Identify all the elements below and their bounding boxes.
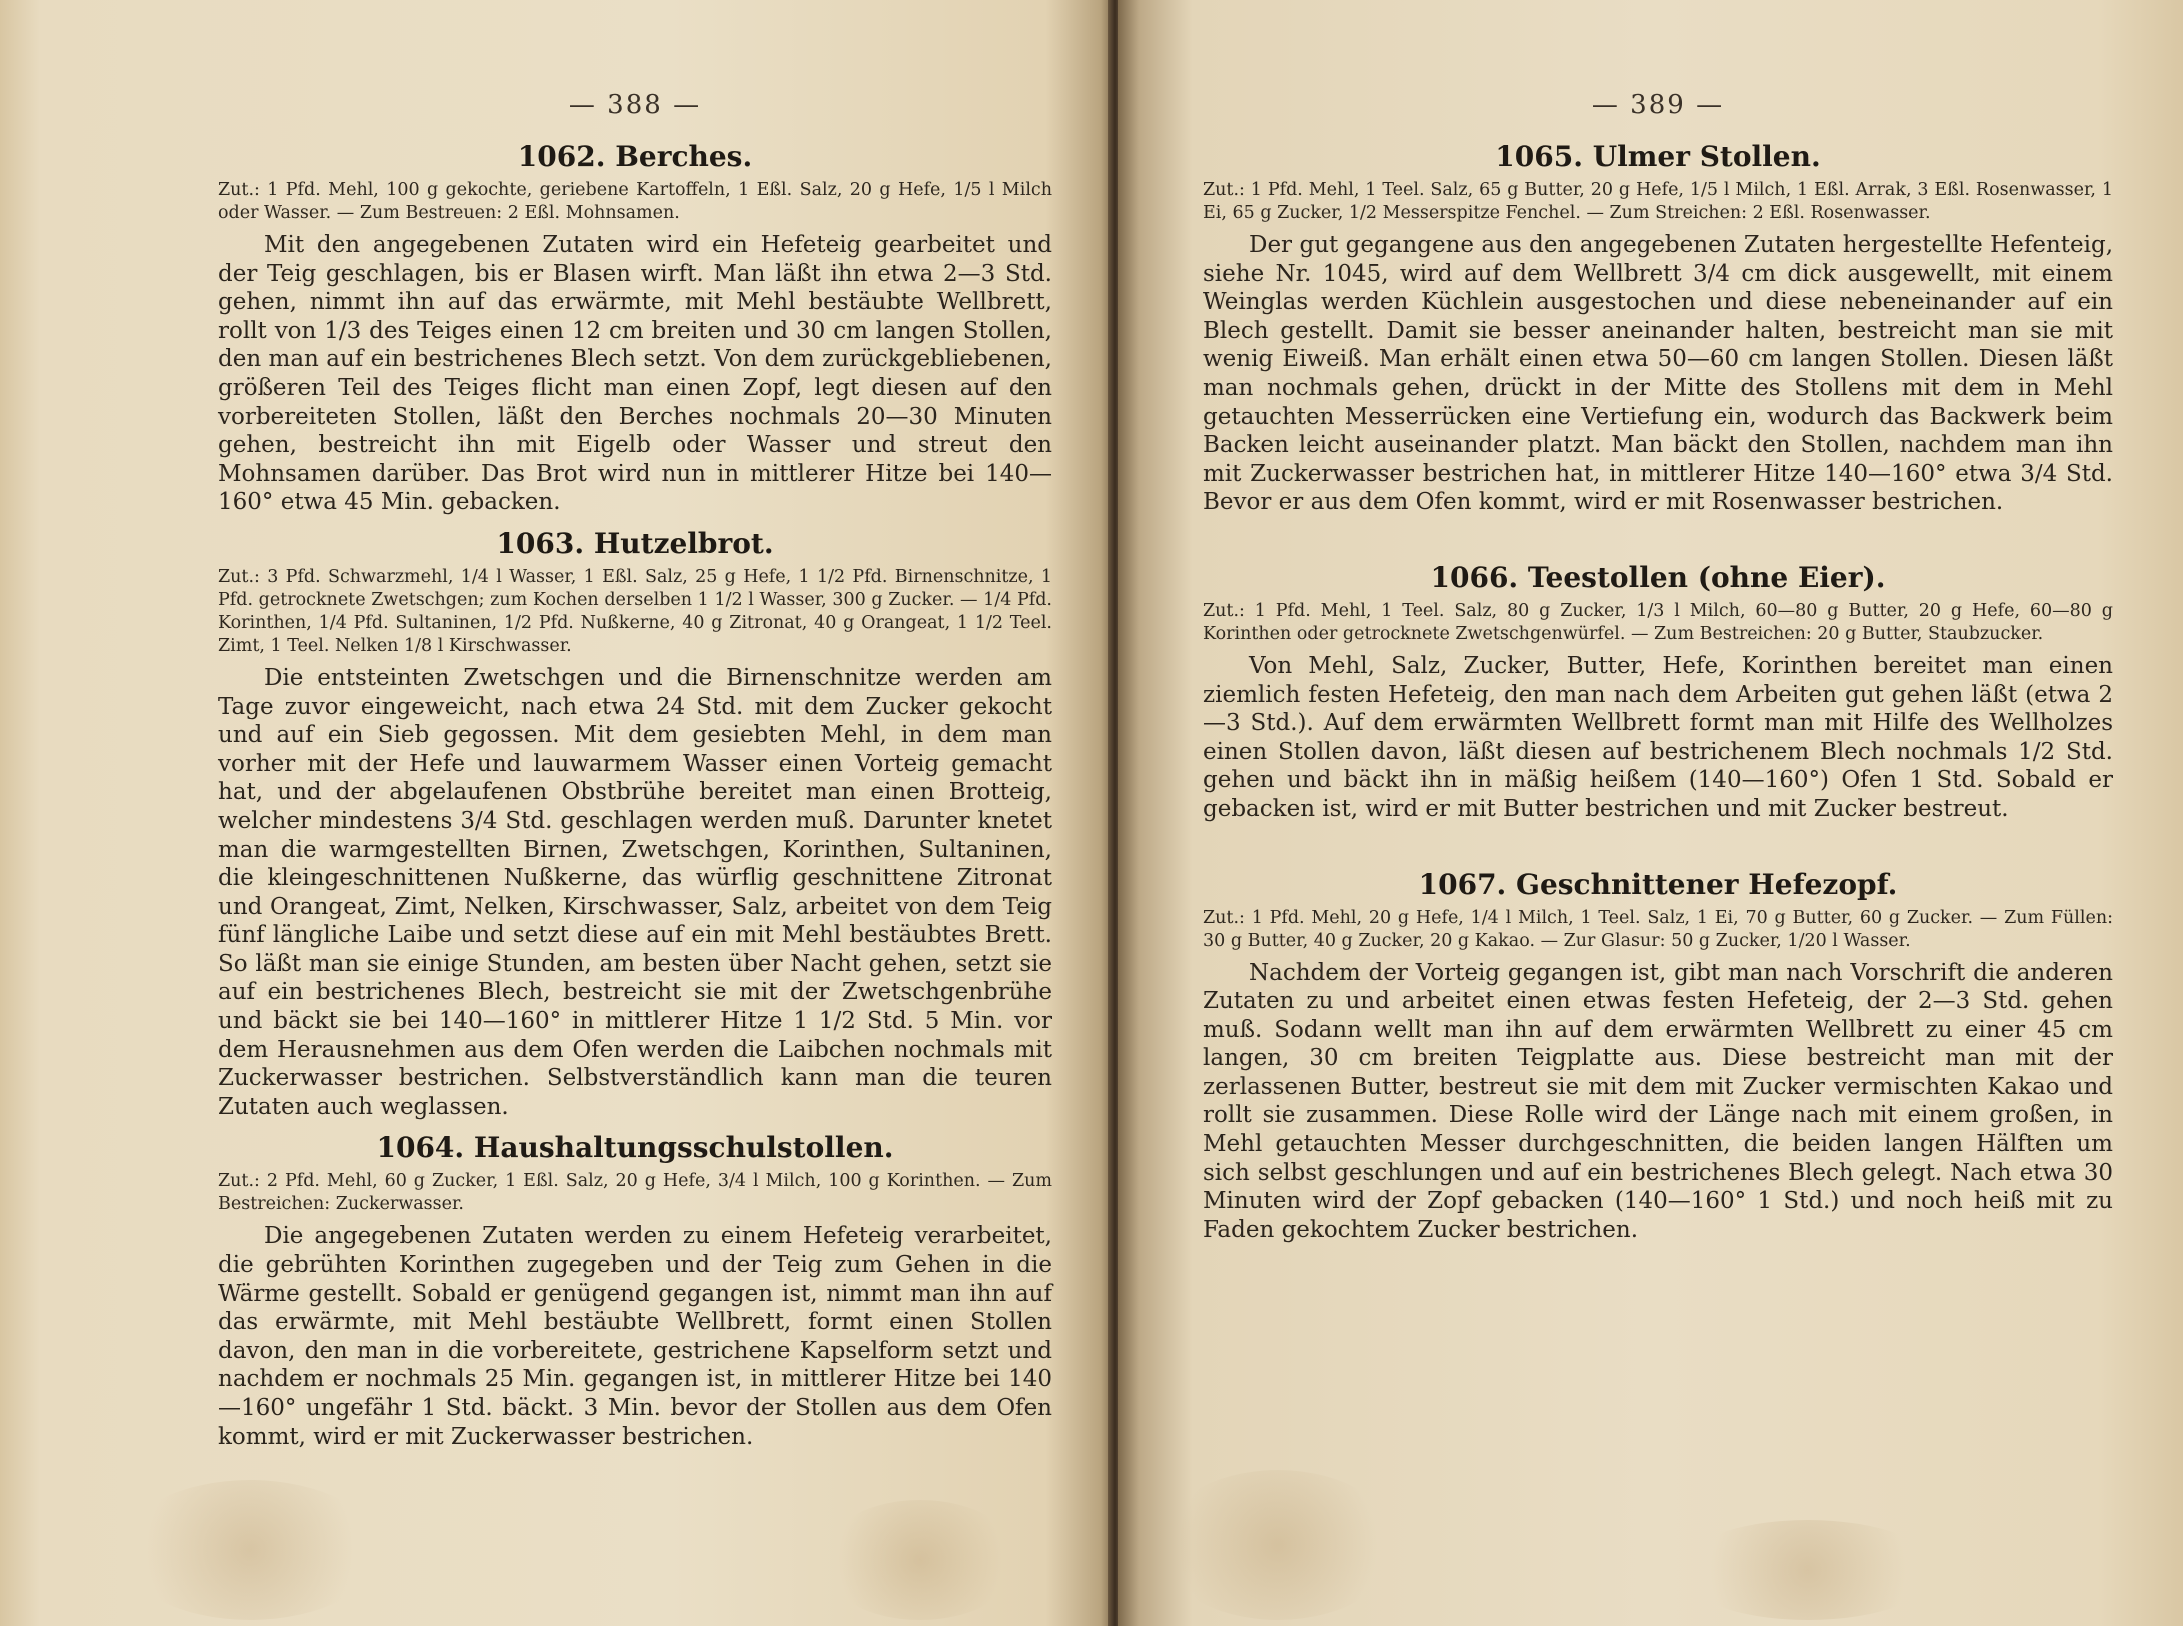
recipe-title: 1066. Teestollen (ohne Eier). (1430, 560, 1886, 594)
recipe-ingredients: Zut.: 1 Pfd. Mehl, 20 g Hefe, 1/4 l Milch, 1 Teel. Salz, 1 Ei, 70 g Butter, 60 g Zucker. — Zum Füllen: 30 g Butter, 40 g Zucker, 20 g Kakao. — Zur Glasur: 50 g Zucker, 1/20 l Wasser. (1203, 907, 2113, 951)
paper-stain (1158, 1470, 1398, 1620)
recipe-ingredients: Zut.: 2 Pfd. Mehl, 60 g Zucker, 1 Eßl. Salz, 20 g Hefe, 3/4 l Milch, 100 g Korinthen. — Zum Bestreichen: Zuckerwasser. (218, 1171, 1052, 1215)
recipe-title: 1063. Hutzelbrot. (496, 526, 774, 560)
recipe-1064 (218, 1131, 1052, 1451)
section-spacer (1203, 828, 2113, 858)
recipe-instructions: Nachdem der Vorteig gegangen ist, gibt man nach Vorschrift die anderen Zutaten zu und arbeitet einen etwas festen Hefeteig, der 2—3 Std. gehen muß. Sodann wellt man ihn auf dem erwärmten Wellbrett zu einer 45 cm langen, 30 cm breiten Teigplatte aus. Diese bestreicht man mit der zerlassenen Butter, bestreut sie mit dem mit Zucker vermischten Kakao und rollt sie zusammen. Diese Rolle wird der Länge nach mit einem großen, in Mehl getauchten Messer durchgeschnitten, die beiden langen Hälften um sich selbst geschlungen und auf ein bestrichenes Blech gelegt. Nach etwa 30 Minuten wird der Zopf gebacken (140—160° 1 Std.) und noch heiß mit zu Faden gekochtem Zucker bestrichen. (1203, 959, 2113, 1243)
recipe-ingredients: Zut.: 3 Pfd. Schwarzmehl, 1/4 l Wasser, 1 Eßl. Salz, 25 g Hefe, 1 1/2 Pfd. Birnenschnitze, 1 Pfd. getrocknete Zwetschgen; zum Kochen derselben 1 1/2 l Wasser, 300 g Zucker. — 1/4 Pfd. Korinthen, 1/4 Pfd. Sultaninen, 1/2 Pfd. Nußkerne, 40 g Zitronat, 40 g Orangeat, 1 1/2 Teel. Zimt, 1 Teel. Nelken 1/8 l Kirschwasser. (218, 566, 1052, 656)
recipe-instructions: Die angegebenen Zutaten werden zu einem Hefeteig verarbeitet, die gebrühten Korinthen zugegeben und der Teig zum Gehen in die Wärme gestellt. Sobald er genügend gegangen ist, nimmt man ihn auf das erwärmte, mit Mehl bestäubte Wellbrett, formt einen Stollen davon, den man in die vorbereitete, gestrichene Kapselform setzt und nachdem er nochmals 25 Min. gegangen ist, in mittlerer Hitze bei 140—160° ungefähr 1 Std. bäckt. 3 Min. bevor der Stollen aus dem Ofen kommt, wird er mit Zuckerwasser bestrichen. (218, 1223, 1052, 1450)
section-spacer (1203, 521, 2113, 551)
recipe-instructions: Von Mehl, Salz, Zucker, Butter, Hefe, Korinthen bereitet man einen ziemlich festen Hefeteig, den man nach dem Arbeiten gut gehen läßt (etwa 2—3 Std.). Auf dem erwärmten Wellbrett formt man mit Hilfe des Wellholzes einen Stollen davon, läßt diesen auf bestrichenem Blech nochmals 1/2 Std. gehen und bäckt ihn in mäßig heißem (140—160°) Ofen 1 Std. Sobald er gebacken ist, wird er mit Butter bestrichen und mit Zucker bestreut. (1203, 652, 2113, 822)
recipe-instructions: Der gut gegangene aus den angegebenen Zutaten hergestellte Hefenteig, siehe Nr. 1045, wird auf dem Wellbrett 3/4 cm dick ausgewellt, mit einem Weinglas werden Küchlein ausgestochen und diese nebeneinander auf ein Blech gestellt. Damit sie besser aneinander halten, bestreicht man sie mit wenig Eiweiß. Man erhält einen etwa 50—60 cm langen Stollen. Diesen läßt man nochmals gehen, drückt in der Mitte des Stollens mit dem in Mehl getauchten Messerrücken eine Vertiefung ein, wodurch das Backwerk beim Backen leicht auseinander platzt. Man bäckt den Stollen, nachdem man ihn mit Zuckerwasser bestrichen hat, in mittlerer Hitze 140—160° etwa 3/4 Std. Bevor er aus dem Ofen kommt, wird er mit Rosenwasser bestrichen. (1203, 232, 2113, 516)
page-number: — 389 — (1591, 90, 1725, 120)
recipe-ingredients: Zut.: 1 Pfd. Mehl, 1 Teel. Salz, 80 g Zucker, 1/3 l Milch, 60—80 g Butter, 20 g Hefe, 60—80 g Korinthen oder getrocknete Zwetschgenwürfel. — Zum Bestreichen: 20 g Butter, Staubzucker. (1203, 600, 2113, 644)
recipe-ingredients: Zut.: 1 Pfd. Mehl, 100 g gekochte, geriebene Kartoffeln, 1 Eßl. Salz, 20 g Hefe, 1/5 l Milch oder Wasser. — Zum Bestreuen: 2 Eßl. Mohnsamen. (218, 180, 1052, 223)
recipe-title: 1064. Haushaltungsschulstollen. (376, 1131, 894, 1165)
paper-stain (820, 1500, 1020, 1620)
recipe-1062 (218, 140, 1052, 517)
page-number: — 388 — (568, 90, 702, 120)
recipe-instructions: Mit den angegebenen Zutaten wird ein Hefeteig gearbeitet und der Teig geschlagen, bis er Blasen wirft. Man läßt ihn etwa 2—3 Std. gehen, nimmt ihn auf das erwärmte, mit Mehl bestäubte Wellbrett, rollt von 1/3 des Teiges einen 12 cm breiten und 30 cm langen Stollen, den man auf ein bestrichenes Blech setzt. Von dem zurückgebliebenen, größeren Teil des Teiges flicht man einen Zopf, legt diesen auf den vorbereiteten Stollen, läßt den Berches nochmals 20—30 Minuten gehen, bestreicht ihn mit Eigelb oder Wasser und streut den Mohnsamen darüber. Das Brot wird nun in mittlerer Hitze bei 140—160° etwa 45 Min. gebacken. (218, 232, 1052, 516)
recipe-instructions: Die entsteinten Zwetschgen und die Birnenschnitze werden am Tage zuvor eingeweicht, nach etwa 24 Std. mit dem Zucker gekocht und auf ein Sieb gegossen. Mit dem gesiebten Mehl, in dem man vorher mit der Hefe und lauwarmem Wasser einen Vorteig gemacht hat, und der abgelaufenen Obstbrühe bereitet man einen Brotteig, welcher mindestens 3/4 Std. geschlagen werden muß. Darunter knetet man die warmgestellten Birnen, Zwetschgen, Korinthen, Sultaninen, die kleingeschnittenen Nußkerne, das würflig geschnittene Zitronat und Orangeat, Zimt, Nelken, Kirschwasser, Salz, arbeitet von dem Teig fünf längliche Laibe und setzt diese auf ein mit Mehl bestäubtes Brett. So läßt man sie einige Stunden, am besten über Nacht gehen, setzt sie auf ein bestrichenes Blech, bestreicht sie mit der Zwetschgenbrühe und bäckt sie bei 140—160° in mittlerer Hitze 1 1/2 Std. 5 Min. vor dem Herausnehmen aus dem Ofen werden die Laibchen nochmals mit Zuckerwasser bestrichen. Selbstverständlich kann man die teuren Zutaten auch weglassen. (218, 664, 1052, 1120)
recipe-1066 (1203, 561, 2113, 824)
right-page (1118, 0, 2183, 1626)
recipe-1063 (218, 527, 1052, 1122)
recipe-1067 (1203, 868, 2113, 1245)
paper-stain (1678, 1520, 1938, 1620)
recipe-1065 (1203, 140, 2113, 517)
recipe-title: 1067. Geschnittener Hefezopf. (1418, 867, 1898, 901)
recipe-title: 1065. Ulmer Stollen. (1495, 140, 1821, 173)
recipe-title: 1062. Berches. (517, 140, 753, 173)
recipe-ingredients: Zut.: 1 Pfd. Mehl, 1 Teel. Salz, 65 g Butter, 20 g Hefe, 1/5 l Milch, 1 Eßl. Arrak, 3 Eßl. Rosenwasser, 1 Ei, 65 g Zucker, 1/2 Messerspitze Fenchel. — Zum Streichen: 2 Eßl. Rosenwasser. (1203, 180, 2113, 223)
paper-stain (120, 1480, 380, 1620)
